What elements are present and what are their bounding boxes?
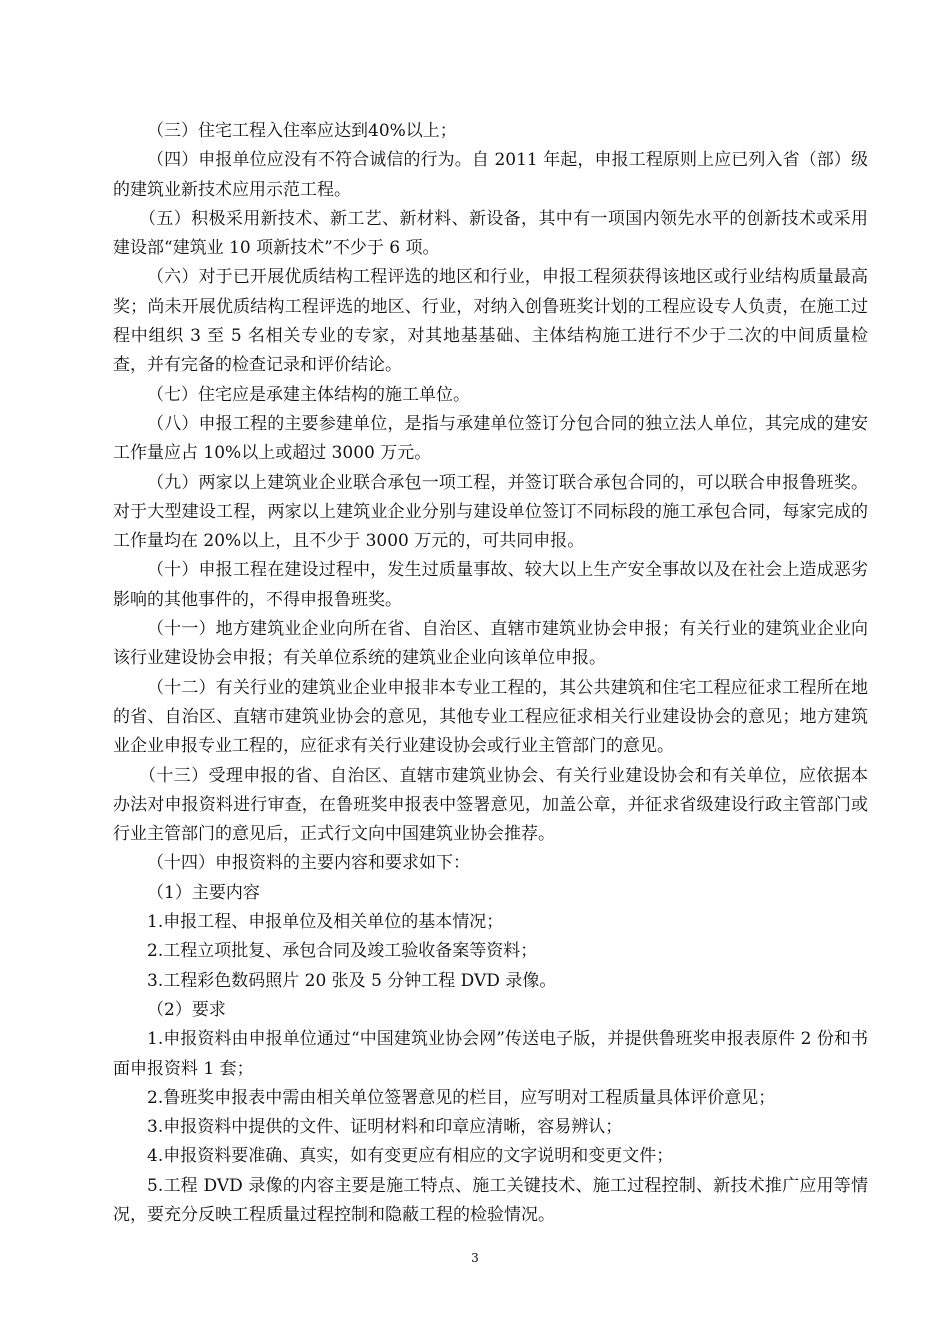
list-item-dvd-content: 5.工程 DVD 录像的内容主要是施工特点、施工关键技术、施工过程控制、新技术推广应用等情况，要充分反映工程质量过程控制和隐蔽工程的检验情况。: [113, 1175, 868, 1225]
list-item-electronic-submission: 1.申报资料由申报单位通过“中国建筑业协会网”传送电子版，并提供鲁班奖申报表原件 2 份和书面申报资料 1 套；: [113, 1029, 868, 1079]
paragraph-residential-occupancy: （三）住宅工程入住率应达到40%以上；: [147, 121, 457, 141]
paragraph-opinion-solicitation: （十二）有关行业的建筑业企业申报非本专业工程的，其公共建筑和住宅工程应征求工程所在地的省、自治区、直辖市建筑业协会的意见，其他专业工程应征求相关行业建设协会的意见；地方建筑业企业申报专业工程的，应征求有关行业建设协会或行业主管部门的意见。: [113, 677, 868, 757]
list-item-accuracy: 4.申报资料要准确、真实，如有变更应有相应的文字说明和变更文件；: [147, 1146, 674, 1167]
paragraph-review-recommendation: （十三）受理申报的省、自治区、直辖市建筑业协会、有关行业建设协会和有关单位，应依据本办法对申报资料进行审查，在鲁班奖申报表中签署意见，加盖公章，并征求省级建设行政主管部门或行业主管部门的意见后，正式行文向中国建筑业协会推荐。: [113, 765, 868, 845]
list-item-basic-info: 1.申报工程、申报单位及相关单位的基本情况；: [147, 912, 504, 933]
paragraph-joint-application: （九）两家以上建筑业企业联合承包一项工程，并签订联合承包合同的，可以联合申报鲁班奖。对于大型建设工程，两家以上建筑业企业分别与建设单位签订不同标段的施工承包合同，每家完成的工作量均在 20%以上，且不少于 3000 万元的，可共同申报。: [113, 472, 868, 552]
paragraph-application-channel: （十一）地方建筑业企业向所在省、自治区、直辖市建筑业协会申报；有关行业的建筑业企业向该行业建设协会申报；有关单位系统的建筑业企业向该单位申报。: [113, 619, 868, 669]
list-item-approval-docs: 2.工程立项批复、承包合同及竣工验收备案等资料；: [147, 941, 538, 962]
paragraph-participating-units: （八）申报工程的主要参建单位，是指与承建单位签订分包合同的独立法人单位，其完成的建安工作量应占 10%以上或超过 3000 万元。: [113, 413, 868, 464]
paragraph-disqualification: （十）申报工程在建设过程中，发生过质量事故、较大以上生产安全事故以及在社会上造成恶劣影响的其他事件的，不得申报鲁班奖。: [113, 560, 868, 610]
page-number: 3: [471, 1251, 479, 1265]
paragraph-structure-quality: （六）对于已开展优质结构工程评选的地区和行业，申报工程须获得该地区或行业结构质量最高奖；尚未开展优质结构工程评选的地区、行业，对纳入创鲁班奖计划的工程应设专人负责，在施工过程中组织 3 至 5 名相关专业的专家，对其地基基础、主体结构施工进行不少于二次的中间质量检查，并有完备的检查记录和评价结论。: [113, 267, 868, 376]
paragraph-materials-heading: （十四）申报资料的主要内容和要求如下：: [147, 853, 470, 874]
document-body: [113, 117, 868, 1230]
list-item-photos-video: 3.工程彩色数码照片 20 张及 5 分钟工程 DVD 录像。: [147, 970, 557, 991]
list-item-legibility: 3.申报资料中提供的文件、证明材料和印章应清晰，容易辨认；: [147, 1117, 623, 1138]
paragraph-integrity: （四）申报单位应没有不符合诚信的行为。自 2011 年起，申报工程原则上应已列入省（部）级的建筑业新技术应用示范工程。: [113, 150, 868, 200]
paragraph-residential-contractor: （七）住宅应是承建主体结构的施工单位。: [147, 384, 470, 405]
subheading-main-content: （1）主要内容: [147, 882, 260, 903]
paragraph-new-technology: （五）积极采用新技术、新工艺、新材料、新设备，其中有一项国内领先水平的创新技术或采用建设部“建筑业 10 项新技术”不少于 6 项。: [113, 208, 868, 259]
list-item-evaluation-opinion: 2.鲁班奖申报表中需由相关单位签署意见的栏目，应写明对工程质量具体评价意见；: [147, 1087, 776, 1108]
subheading-requirements: （2）要求: [147, 999, 226, 1020]
